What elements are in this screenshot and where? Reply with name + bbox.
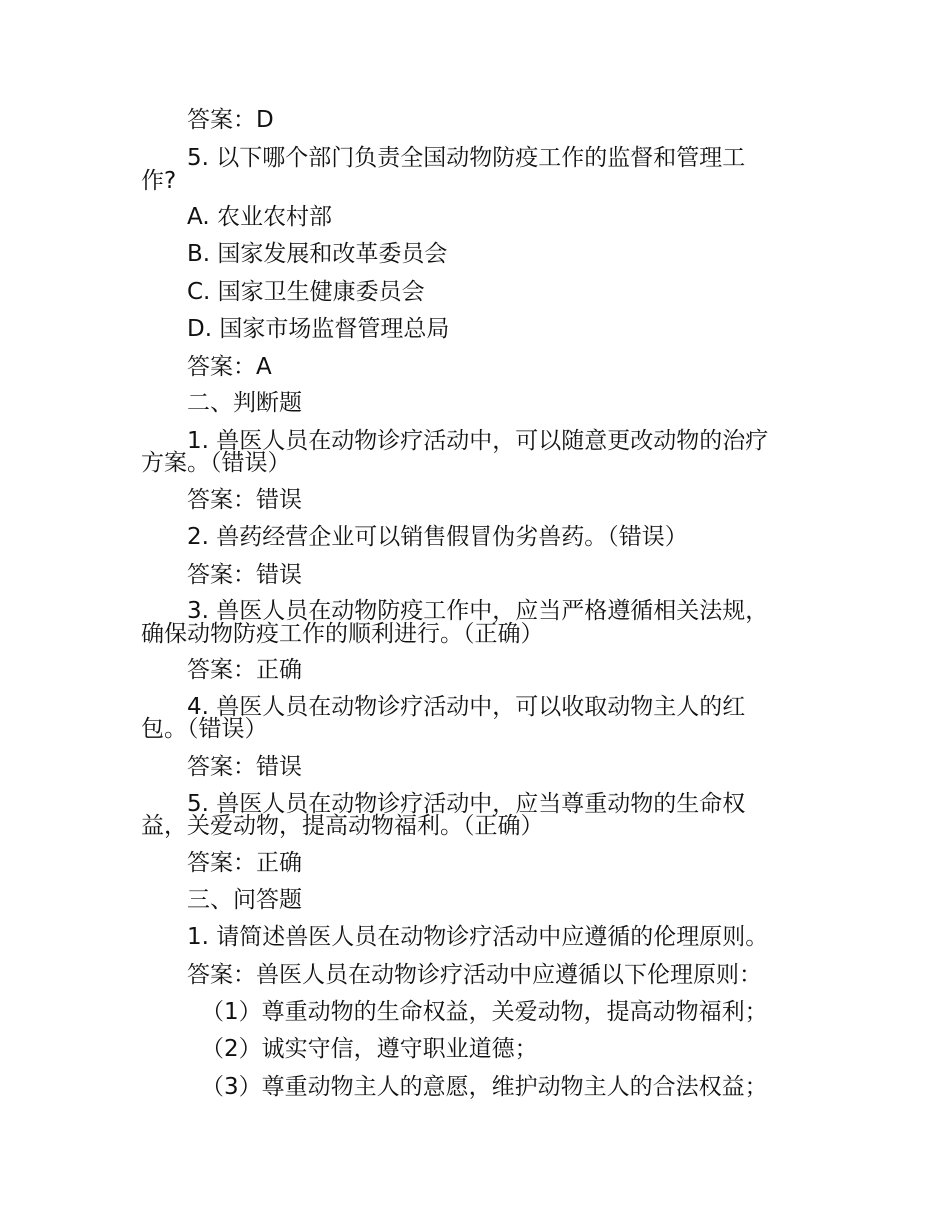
statement-text-continued: 包。（错误） <box>141 716 268 742</box>
question-text: 5. 以下哪个部门负责全国动物防疫工作的监督和管理工 <box>187 145 746 171</box>
statement-text: 4. 兽医人员在动物诊疗活动中，可以收取动物主人的红 <box>187 694 746 720</box>
statement-text-continued: 确保动物防疫工作的顺利进行。（正确） <box>141 621 544 647</box>
answer-line: 答案：正确 <box>187 657 302 683</box>
answer-line: 答案：D <box>187 107 274 133</box>
answer-line: 答案：A <box>187 354 272 380</box>
answer-line: 答案：错误 <box>187 754 302 780</box>
statement-text: 1. 兽医人员在动物诊疗活动中，可以随意更改动物的治疗 <box>187 428 769 454</box>
statement-text-continued: 益，关爱动物，提高动物福利。（正确） <box>141 813 544 839</box>
principle-item: （2）诚实守信，遵守职业道德； <box>201 1036 538 1062</box>
section-heading: 二、判断题 <box>187 390 302 416</box>
option-d: D. 国家市场监督管理总局 <box>187 316 450 342</box>
statement-text: 5. 兽医人员在动物诊疗活动中，应当尊重动物的生命权 <box>187 791 746 817</box>
option-b: B. 国家发展和改革委员会 <box>187 241 448 267</box>
section-heading: 三、问答题 <box>187 887 302 913</box>
statement-text: 3. 兽医人员在动物防疫工作中，应当严格遵循相关法规， <box>187 598 769 624</box>
principle-item: （3）尊重动物主人的意愿，维护动物主人的合法权益； <box>201 1074 768 1100</box>
question-text: 1. 请简述兽医人员在动物诊疗活动中应遵循的伦理原则。 <box>187 924 769 950</box>
answer-line: 答案：正确 <box>187 850 302 876</box>
question-text-continued: 作? <box>141 168 177 194</box>
answer-line: 答案：错误 <box>187 562 302 588</box>
answer-line: 答案：错误 <box>187 487 302 513</box>
principle-item: （1）尊重动物的生命权益，关爱动物，提高动物福利； <box>201 999 768 1025</box>
answer-line: 答案：兽医人员在动物诊疗活动中应遵循以下伦理原则： <box>187 962 762 988</box>
option-a: A. 农业农村部 <box>187 204 332 230</box>
option-c: C. 国家卫生健康委员会 <box>187 279 425 305</box>
statement-text-continued: 方案。（错误） <box>141 450 291 476</box>
statement-text: 2. 兽药经营企业可以销售假冒伪劣兽药。（错误） <box>187 524 688 550</box>
